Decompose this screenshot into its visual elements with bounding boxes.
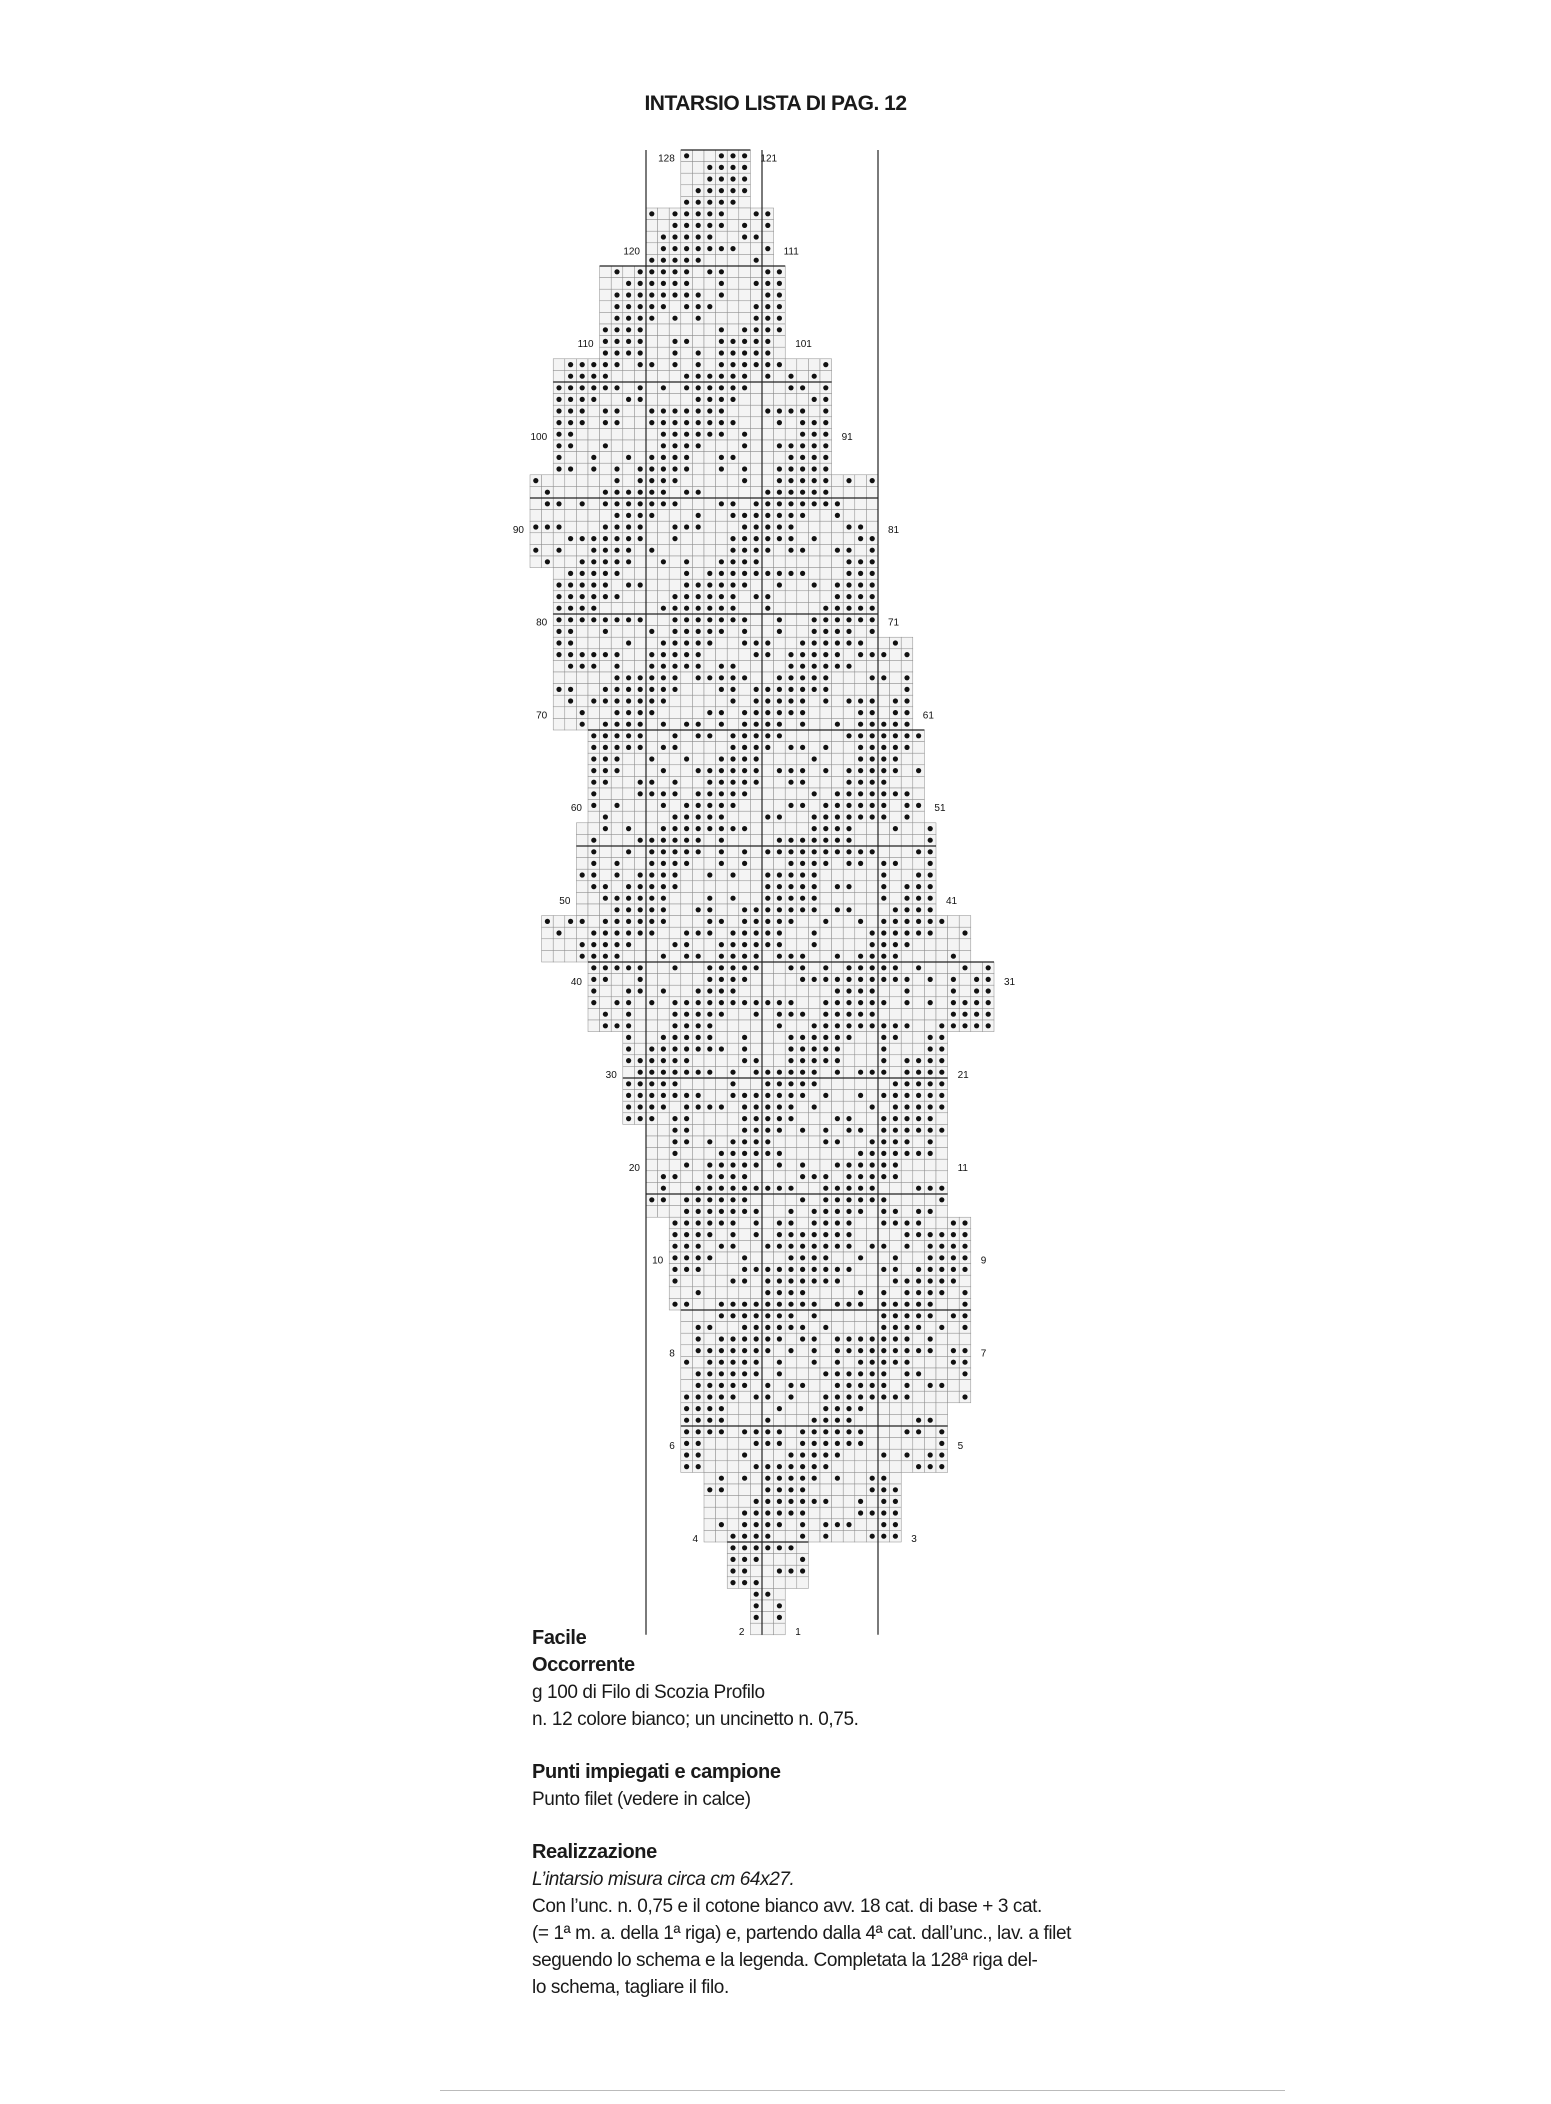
left-row-label: 8 (669, 1348, 675, 1360)
right-row-label: 11 (957, 1162, 968, 1174)
left-row-label: 60 (570, 803, 582, 815)
right-row-label: 71 (888, 617, 900, 629)
left-row-label: 100 (530, 432, 548, 443)
left-row-label: 120 (623, 246, 640, 258)
stitches-heading: Punti impiegati e campione (532, 1761, 781, 1783)
making-heading: Realizzazione (532, 1841, 657, 1863)
right-row-label: 9 (980, 1255, 987, 1267)
right-row-label: 121 (760, 153, 778, 165)
left-row-label: 10 (652, 1255, 664, 1267)
left-row-label: 6 (669, 1441, 675, 1453)
right-row-label: 41 (946, 896, 958, 907)
left-row-label: 50 (559, 896, 571, 907)
making-line: Con l’unc. n. 0,75 e il cotone bianco avv. 18 cat. di base + 3 cat. (532, 1896, 1042, 1917)
left-row-label: 2 (738, 1626, 745, 1638)
page-title: INTARSIO LISTA DI PAG. 12 (644, 92, 907, 115)
left-row-label: 4 (692, 1534, 698, 1545)
materials-heading: Occorrente (532, 1654, 635, 1676)
filet-crochet-chart (470, 140, 1270, 1640)
materials-line: n. 12 colore bianco; un uncinetto n. 0,75. (532, 1709, 859, 1730)
making-line: lo schema, tagliare il filo. (532, 1977, 729, 1998)
bottom-divider (440, 2090, 1285, 2091)
right-row-label: 3 (911, 1534, 917, 1545)
right-row-label: 101 (795, 339, 812, 351)
left-row-label: 110 (577, 339, 594, 351)
left-row-label: 90 (512, 524, 524, 536)
right-row-label: 5 (957, 1441, 964, 1453)
right-row-label: 51 (934, 803, 946, 815)
making-line: (= 1ª m. a. della 1ª riga) e, partendo dalla 4ª cat. dall’unc., lav. a filet (532, 1923, 1072, 1944)
instructions (532, 1625, 1152, 2001)
stitches-line: Punto filet (vedere in calce) (532, 1789, 751, 1810)
left-row-label: 70 (536, 710, 548, 722)
right-row-label: 61 (922, 710, 934, 722)
right-row-label: 91 (841, 432, 853, 443)
difficulty-label: Facile (532, 1627, 587, 1649)
right-row-label: 111 (783, 246, 799, 258)
making-size: L’intarsio misura circa cm 64x27. (532, 1869, 795, 1890)
left-row-label: 40 (570, 977, 582, 989)
right-row-label: 21 (957, 1070, 969, 1081)
right-row-label: 7 (980, 1348, 987, 1360)
materials-line: g 100 di Filo di Scozia Profilo (532, 1682, 765, 1703)
left-row-label: 80 (536, 617, 548, 629)
left-row-label: 30 (605, 1070, 617, 1081)
chart-grid (470, 140, 1270, 1640)
left-row-label: 20 (628, 1162, 640, 1174)
right-row-label: 81 (888, 524, 900, 536)
left-row-label: 128 (658, 153, 675, 165)
right-row-label: 1 (795, 1626, 801, 1638)
making-line: seguendo lo schema e la legenda. Completata la 128ª riga del- (532, 1950, 1038, 1971)
right-row-label: 31 (1004, 977, 1016, 989)
